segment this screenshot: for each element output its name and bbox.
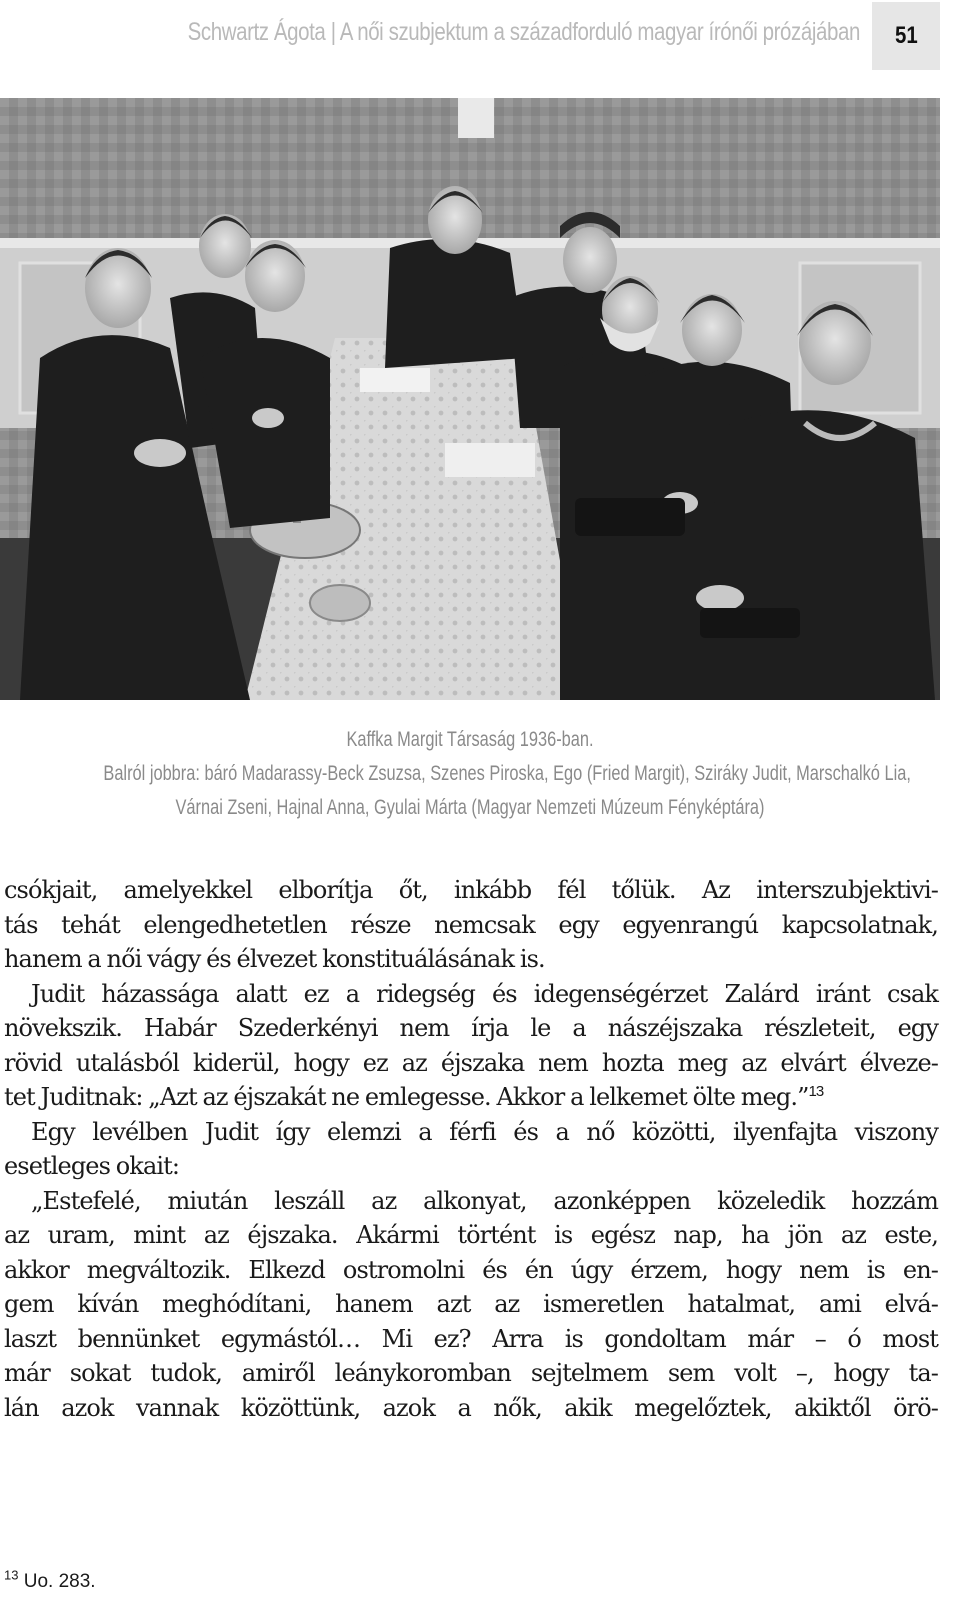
text-line: növekszik. Habár Szederkényi nem írja le a nászéjszaka részleteit, egy	[4, 1014, 938, 1042]
text-line: tás tehát elengedhetetlen része nemcsak egy egyenrangú kapcsolatnak,	[4, 910, 938, 939]
page-number-box	[872, 2, 940, 70]
running-header	[0, 0, 960, 72]
text-line: rövid utalásból kiderül, hogy ez az éjszaka nem hozta meg az elvárt élveze-	[4, 1048, 938, 1077]
quote-line: laszt bennünket egymástól… Mi ez? Arra is gondoltam már – ó most	[4, 1324, 938, 1353]
text-line-with-note	[4, 1080, 938, 1115]
text-line: csókjait, amelyekkel elborítja őt, inkább fél tőlük. Az interszubjektivi-	[4, 876, 938, 904]
text-line: esetleges okait:	[4, 1152, 180, 1180]
quote-line: akkor megváltozik. Elkezd ostromolni és én úgy érzem, hogy nem is en-	[4, 1255, 938, 1284]
caption-line: Balról jobbra: báró Madarassy-Beck Zsuzsa, Szenes Piroska, Ego (Fried Margit), Sziráky Judit, Marschalkó Lia,	[103, 762, 911, 785]
quote-line: „Estefelé, miután leszáll az alkonyat, azonképpen közeledik hozzám	[31, 1186, 938, 1215]
quote-line: gem kíván meghódítani, hanem azt az ismeretlen hatalmat, ami elvá-	[4, 1290, 938, 1318]
photo-illustration	[0, 98, 940, 700]
text-line: tet Juditnak: „Azt az éjszakát ne emlegesse. Akkor a lelkemet ölte meg.”	[4, 1083, 809, 1111]
caption-title: Kaffka Margit Társaság 1936-ban.	[346, 728, 594, 751]
text-line: hanem a női vágy és élvezet konstituálásának is.	[4, 945, 545, 973]
footnote	[4, 1567, 96, 1593]
quote-line: már sokat tudok, amiről leánykoromban sejtelmem sem volt –, hogy ta-	[4, 1359, 938, 1387]
text-line: Judit házassága alatt ez a ridegség és idegenségérzet Zalárd iránt csak	[31, 979, 938, 1008]
quote-line: az uram, mint az éjszaka. Akármi történt is egész nap, ha jön az este,	[4, 1221, 938, 1249]
footnote-number: 13	[4, 1567, 19, 1583]
text-line: Egy levélben Judit így elemzi a férfi és a nő közötti, ilyenfajta viszony	[31, 1117, 938, 1146]
figure-caption	[0, 723, 940, 825]
quote-line: lán azok vannak közöttünk, azok a nők, akik megelőztek, akiktől örö-	[4, 1393, 938, 1422]
page-number: 51	[894, 22, 918, 49]
footnote-text: Uo. 283.	[23, 1571, 96, 1592]
footnote-reference[interactable]: 13	[808, 1083, 824, 1100]
caption-line: Várnai Zseni, Hajnal Anna, Gyulai Márta (Magyar Nemzeti Múzeum Fényképtára)	[175, 796, 765, 819]
group-photograph	[0, 98, 940, 700]
body-text	[4, 873, 938, 1425]
running-title: Schwartz Ágota | A női szubjektum a századforduló magyar írónői prózájában	[187, 18, 860, 46]
